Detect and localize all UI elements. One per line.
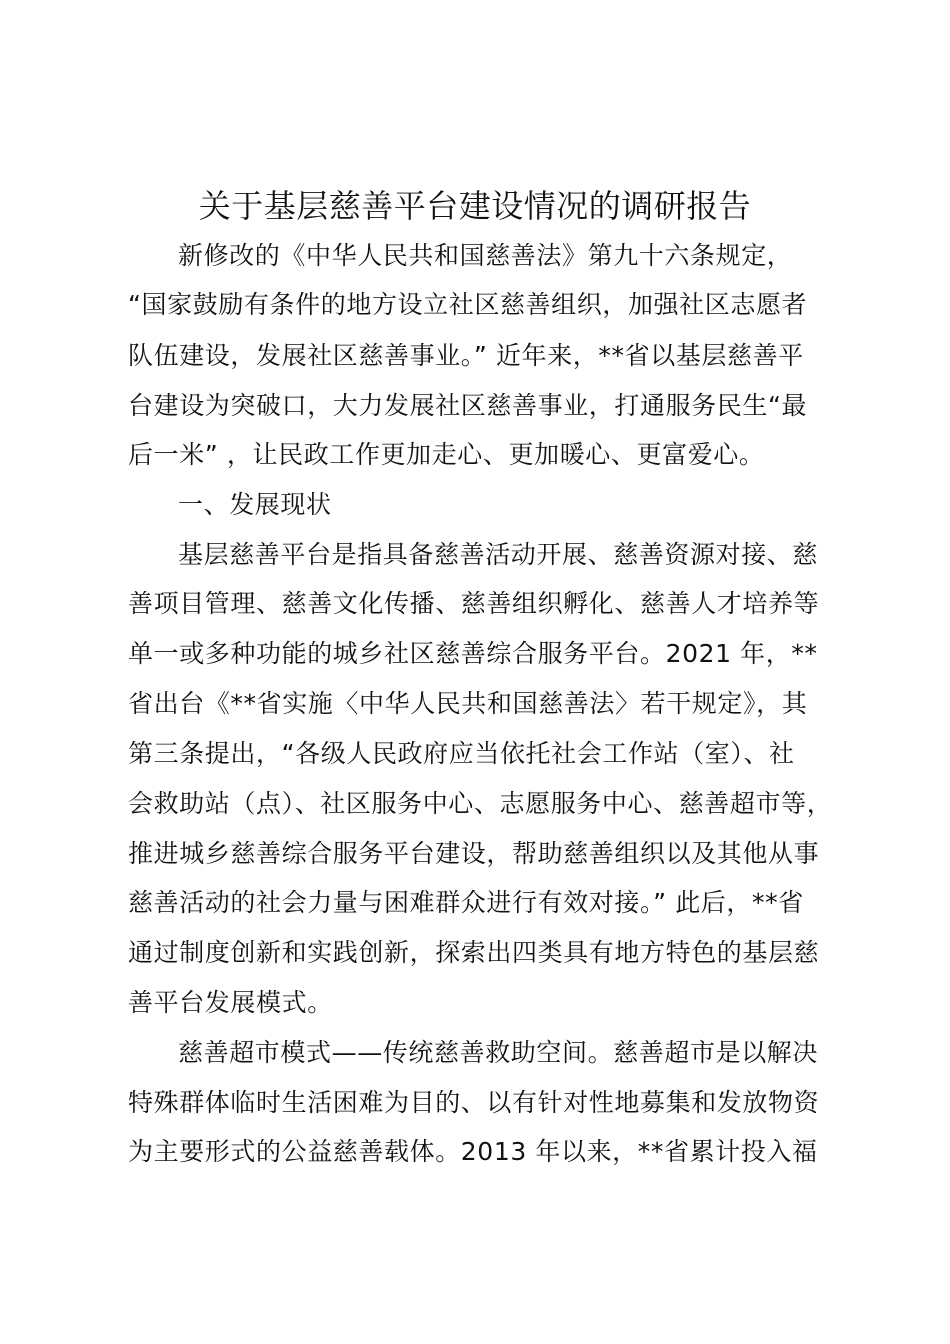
paragraph-line: 通过制度创新和实践创新，探索出四类具有地方特色的基层慈 bbox=[128, 938, 820, 967]
paragraph-line: 为主要形式的公益慈善载体。2013 年以来，**省累计投入福 bbox=[128, 1137, 818, 1166]
paragraph-line: 后一米” ，让民政工作更加走心、更加暖心、更富爱心。 bbox=[128, 440, 765, 469]
document-title: 关于基层慈善平台建设情况的调研报告 bbox=[198, 187, 752, 225]
paragraph-line: 第三条提出，“各级人民政府应当依托社会工作站（室）、社 bbox=[128, 739, 795, 768]
paragraph-line: 会救助站（点）、社区服务中心、志愿服务中心、慈善超市等， bbox=[128, 789, 833, 818]
paragraph-line: 推进城乡慈善综合服务平台建设，帮助慈善组织以及其他从事 bbox=[128, 839, 820, 868]
paragraph-line: 队伍建设，发展社区慈善事业。” 近年来，**省以基层慈善平 bbox=[128, 341, 804, 370]
paragraph-line: 特殊群体临时生活困难为目的、以有针对性地募集和发放物资 bbox=[128, 1088, 820, 1117]
paragraph-line: 新修改的《中华人民共和国慈善法》第九十六条规定， bbox=[178, 241, 793, 270]
paragraph-line: 善项目管理、慈善文化传播、慈善组织孵化、慈善人才培养等 bbox=[128, 589, 820, 618]
paragraph-line: 省出台《**省实施〈中华人民共和国慈善法〉若干规定》，其 bbox=[128, 689, 808, 718]
paragraph-line: 慈善活动的社会力量与困难群众进行有效对接。” 此后，**省 bbox=[128, 888, 804, 917]
section-heading: 一、发展现状 bbox=[178, 490, 332, 519]
paragraph-line: 基层慈善平台是指具备慈善活动开展、慈善资源对接、慈 bbox=[178, 540, 819, 569]
paragraph-line: 善平台发展模式。 bbox=[128, 988, 333, 1017]
paragraph-line: 慈善超市模式——传统慈善救助空间。慈善超市是以解决 bbox=[178, 1038, 819, 1067]
paragraph-line: “国家鼓励有条件的地方设立社区慈善组织，加强社区志愿者 bbox=[128, 290, 808, 319]
paragraph-line: 台建设为突破口，大力发展社区慈善事业，打通服务民生“最 bbox=[128, 391, 808, 420]
paragraph-line: 单一或多种功能的城乡社区慈善综合服务平台。2021 年，** bbox=[128, 639, 818, 668]
